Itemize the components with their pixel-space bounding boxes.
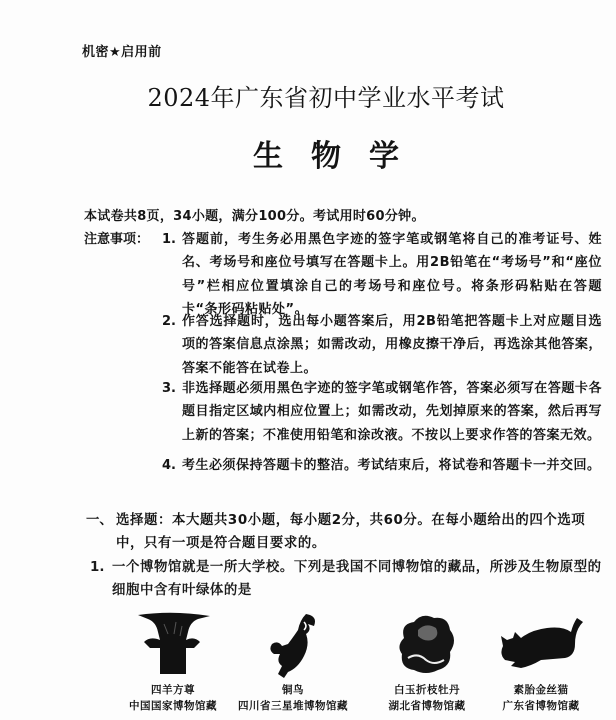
figure-name: 铜鸟 [282, 684, 304, 696]
note-item [162, 377, 602, 447]
note-text: 答题前，考生务必用黑色字迹的签字笔或钢笔将自己的准考证号、姓名、考场号和座位号填写在答题卡上。用2B铅笔在“考场号”和“座位号”栏相应位置填涂自己的考场号和座位号。将条形码粘贴在答题卡“条形码粘贴处”。 [182, 232, 602, 318]
figure-museum: 中国国家博物馆藏 [129, 700, 217, 712]
confidential-mark: 机密★启用前 [82, 45, 162, 60]
notes-label: 注意事项： [84, 232, 150, 247]
figure-item [108, 610, 238, 714]
subject-title: 生物学 [253, 139, 427, 174]
bronze-vessel-icon [128, 610, 218, 682]
figure-name: 四羊方尊 [151, 684, 195, 696]
jade-peony-icon [382, 610, 472, 682]
figure-name: 素胎金丝猫 [513, 684, 569, 696]
figure-name: 白玉折枝牡丹 [394, 684, 460, 696]
note-text: 非选择题必须用黑色字迹的签字笔或钢笔作答，答案必须写在答题卡各题目指定区域内相应位置上；如需改动，先划掉原来的答案，然后再写上新的答案；不准使用铅笔和涂改液。不按以上要求作答的答案无效。 [182, 381, 602, 443]
note-item [162, 310, 602, 380]
note-number: 4. [162, 458, 176, 473]
section-heading [86, 509, 606, 555]
bronze-bird-icon [248, 610, 338, 682]
note-text: 作答选择题时，选出每小题答案后，用2B铅笔把答题卡上对应题目选项的答案信息点涂黑；如需改动，用橡皮擦干净后，再选涂其他答案，答案不能答在试卷上。 [182, 314, 602, 376]
note-number: 1. [162, 232, 176, 247]
note-item [162, 454, 602, 477]
section-text: 选择题：本大题共30小题，每小题2分，共60分。在每小题给出的四个选项中，只有一项是符合题目要求的。 [116, 513, 586, 551]
figure-museum: 湖北省博物馆藏 [388, 700, 466, 712]
figure-museum: 四川省三星堆博物馆藏 [238, 700, 348, 712]
note-text: 考生必须保持答题卡的整洁。考试结束后，将试卷和答题卡一并交回。 [182, 458, 601, 473]
section-number: 一、 [86, 513, 113, 528]
exam-title: 2024年广东省初中学业水平考试 [147, 84, 505, 112]
exam-info: 本试卷共8页，34小题，满分100分。考试用时60分钟。 [84, 209, 425, 224]
figure-museum: 广东省博物馆藏 [502, 700, 580, 712]
question-1 [90, 556, 610, 602]
figure-item [476, 610, 606, 714]
question-number: 1. [90, 560, 105, 575]
question-text: 一个博物馆就是一所大学校。下列是我国不同博物馆的藏品，所涉及生物原型的细胞中含有叶绿体的是 [112, 560, 602, 598]
note-item [162, 228, 602, 322]
figure-item [362, 610, 492, 714]
cat-figurine-icon [491, 610, 591, 682]
note-number: 2. [162, 314, 176, 329]
figure-item [228, 610, 358, 714]
note-number: 3. [162, 381, 176, 396]
